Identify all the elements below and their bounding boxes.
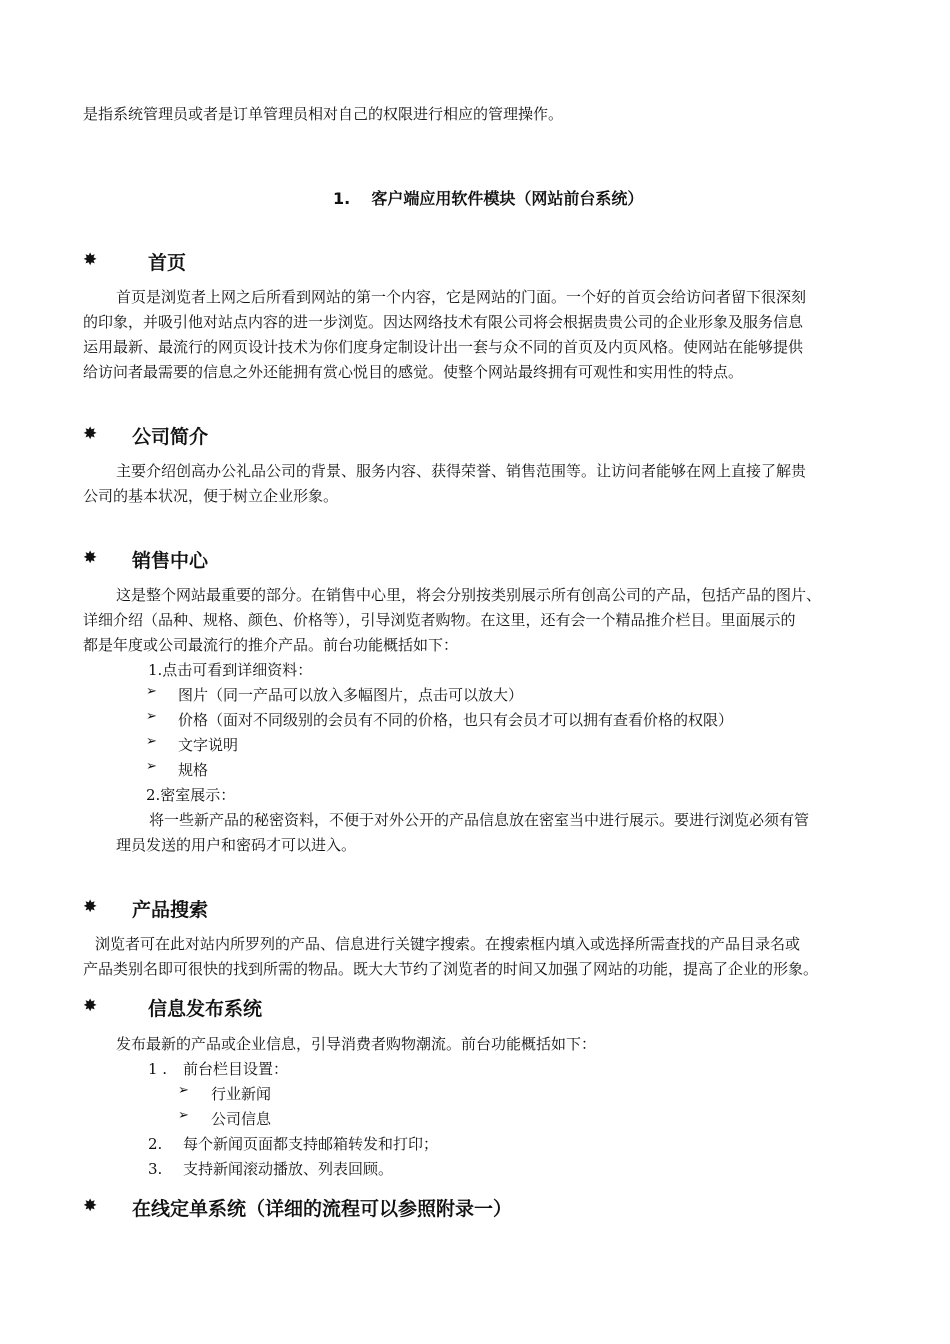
sales-item: 价格（面对不同级别的会员有不同的价格，也只有会员才可以拥有查看价格的权限） bbox=[178, 711, 734, 729]
star-bullet-icon: ✸ bbox=[83, 996, 98, 1016]
arrow-bullet-icon: ➢ bbox=[146, 684, 157, 699]
sales-sub2-line: 将一些新产品的秘密资料，不便于对外公开的产品信息放在密室当中进行展示。要进行浏览必须有管 bbox=[149, 811, 810, 829]
sales-line: 详细介绍（品种、规格、颜色、价格等），引导浏览者购物。在这里，还有会一个精品推介栏目。里面展示的 bbox=[83, 611, 796, 629]
intro-line: 是指系统管理员或者是订单管理员相对自己的权限进行相应的管理操作。 bbox=[83, 105, 564, 123]
company-line: 主要介绍创高办公礼品公司的背景、服务内容、获得荣誉、销售范围等。让访问者能够在网上直接了解贵 bbox=[116, 462, 807, 480]
star-bullet-icon: ✸ bbox=[83, 1196, 98, 1216]
arrow-bullet-icon: ➢ bbox=[178, 1083, 189, 1098]
sales-sub2: 2.密室展示： bbox=[146, 786, 236, 804]
heading-sales: 销售中心 bbox=[132, 550, 209, 572]
info-number: 3. bbox=[148, 1160, 163, 1178]
homepage-line: 运用最新、最流行的网页设计技术为你们度身定制设计出一套与众不同的首页及内页风格。使网站在能够提供 bbox=[83, 338, 804, 356]
heading-order: 在线定单系统（详细的流程可以参照附录一） bbox=[132, 1198, 513, 1220]
company-paragraph bbox=[83, 459, 806, 509]
sales-item: 图片（同一产品可以放入多幅图片，点击可以放大） bbox=[178, 686, 524, 704]
star-bullet-icon: ✸ bbox=[83, 548, 98, 568]
arrow-bullet-icon: ➢ bbox=[178, 1108, 189, 1123]
homepage-line: 首页是浏览者上网之后所看到网站的第一个内容，它是网站的门面。一个好的首页会给访问者留下很深刻 bbox=[116, 288, 807, 306]
sales-line: 这是整个网站最重要的部分。在销售中心里，将会分别按类别展示所有创高公司的产品，包括产品的图片、 bbox=[116, 586, 822, 604]
search-paragraph bbox=[83, 932, 818, 982]
company-line: 公司的基本状况，便于树立企业形象。 bbox=[83, 487, 339, 505]
sales-sub2-line: 理员发送的用户和密码才可以进入。 bbox=[116, 836, 357, 854]
search-line: 浏览者可在此对站内所罗列的产品、信息进行关键字搜索。在搜索框内填入或选择所需查找的产品目录名或 bbox=[95, 935, 801, 953]
star-bullet-icon: ✸ bbox=[83, 250, 98, 270]
arrow-bullet-icon: ➢ bbox=[146, 734, 157, 749]
info-sub-item: 公司信息 bbox=[211, 1110, 272, 1128]
arrow-bullet-icon: ➢ bbox=[146, 709, 157, 724]
star-bullet-icon: ✸ bbox=[83, 424, 98, 444]
section-title bbox=[333, 186, 643, 209]
homepage-line: 的印象，并吸引他对站点内容的进一步浏览。因达网络技术有限公司将会根据贵贵公司的企业形象及服务信息 bbox=[83, 313, 804, 331]
sales-item: 文字说明 bbox=[178, 736, 239, 754]
heading-homepage: 首页 bbox=[148, 252, 187, 274]
heading-company: 公司简介 bbox=[132, 426, 209, 448]
sales-sub1: 1.点击可看到详细资料： bbox=[148, 661, 313, 679]
heading-info: 信息发布系统 bbox=[148, 998, 263, 1020]
info-item-text: 前台栏目设置： bbox=[183, 1060, 289, 1078]
info-number: 2. bbox=[148, 1135, 163, 1153]
section-number: 1. bbox=[333, 189, 351, 208]
homepage-paragraph bbox=[83, 285, 806, 385]
sales-paragraph bbox=[83, 583, 821, 658]
sales-sub2-paragraph bbox=[116, 808, 809, 858]
star-bullet-icon: ✸ bbox=[83, 897, 98, 917]
sales-line: 都是年度或公司最流行的推介产品。前台功能概括如下： bbox=[83, 636, 459, 654]
info-intro: 发布最新的产品或企业信息，引导消费者购物潮流。前台功能概括如下： bbox=[116, 1035, 597, 1053]
info-item-text: 每个新闻页面都支持邮箱转发和打印； bbox=[183, 1135, 439, 1153]
info-sub-item: 行业新闻 bbox=[211, 1085, 272, 1103]
heading-search: 产品搜索 bbox=[132, 899, 209, 921]
arrow-bullet-icon: ➢ bbox=[146, 759, 157, 774]
search-line: 产品类别名即可很快的找到所需的物品。既大大节约了浏览者的时间又加强了网站的功能，提高了企业的形象。 bbox=[83, 960, 819, 978]
info-number: 1 . bbox=[148, 1060, 168, 1078]
homepage-line: 给访问者最需要的信息之外还能拥有赏心悦目的感觉。使整个网站最终拥有可观性和实用性的特点。 bbox=[83, 363, 744, 381]
sales-item: 规格 bbox=[178, 761, 209, 779]
section-title-text: 客户端应用软件模块（网站前台系统） bbox=[371, 189, 644, 208]
info-item-text: 支持新闻滚动播放、列表回顾。 bbox=[183, 1160, 394, 1178]
